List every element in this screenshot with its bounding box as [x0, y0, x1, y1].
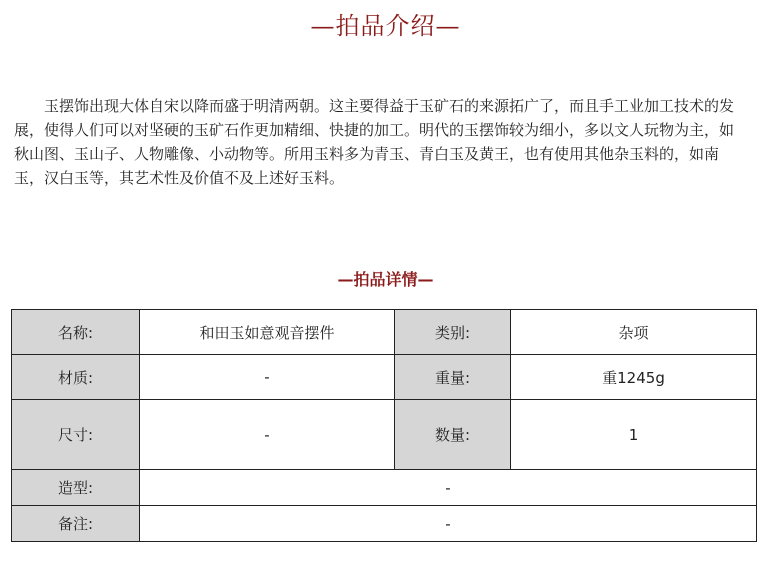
details-table	[11, 309, 757, 542]
quantity-value: 1	[511, 400, 757, 470]
table-row	[12, 506, 757, 542]
material-label: 材质:	[12, 355, 140, 400]
details-heading: —拍品详情—	[337, 270, 434, 289]
table-row	[12, 400, 757, 470]
size-label: 尺寸:	[12, 400, 140, 470]
remarks-value: -	[140, 506, 757, 542]
table-row	[12, 470, 757, 506]
quantity-label: 数量:	[395, 400, 511, 470]
category-label: 类别:	[395, 310, 511, 355]
shape-label: 造型:	[12, 470, 140, 506]
table-row	[12, 355, 757, 400]
category-value: 杂项	[511, 310, 757, 355]
material-value: -	[140, 355, 395, 400]
weight-label: 重量:	[395, 355, 511, 400]
shape-value: -	[140, 470, 757, 506]
table-row	[12, 310, 757, 355]
intro-paragraph: 玉摆饰出现大体自宋以降而盛于明清两朝。这主要得益于玉矿石的来源拓广了，而且手工业加工技术的发展，使得人们可以对坚硬的玉矿石作更加精细、快捷的加工。明代的玉摆饰较为细小，多以文人玩物为主，如秋山图、玉山子、人物雕像、小动物等。所用玉料多为青玉、青白玉及黄王，也有使用其他杂玉料的，如南玉，汉白玉等，其艺术性及价值不及上述好玉料。	[14, 97, 735, 187]
name-label: 名称:	[12, 310, 140, 355]
page-title: —拍品介绍—	[310, 12, 461, 40]
remarks-label: 备注:	[12, 506, 140, 542]
size-value: -	[140, 400, 395, 470]
weight-value: 重1245g	[511, 355, 757, 400]
name-value: 和田玉如意观音摆件	[140, 310, 395, 355]
